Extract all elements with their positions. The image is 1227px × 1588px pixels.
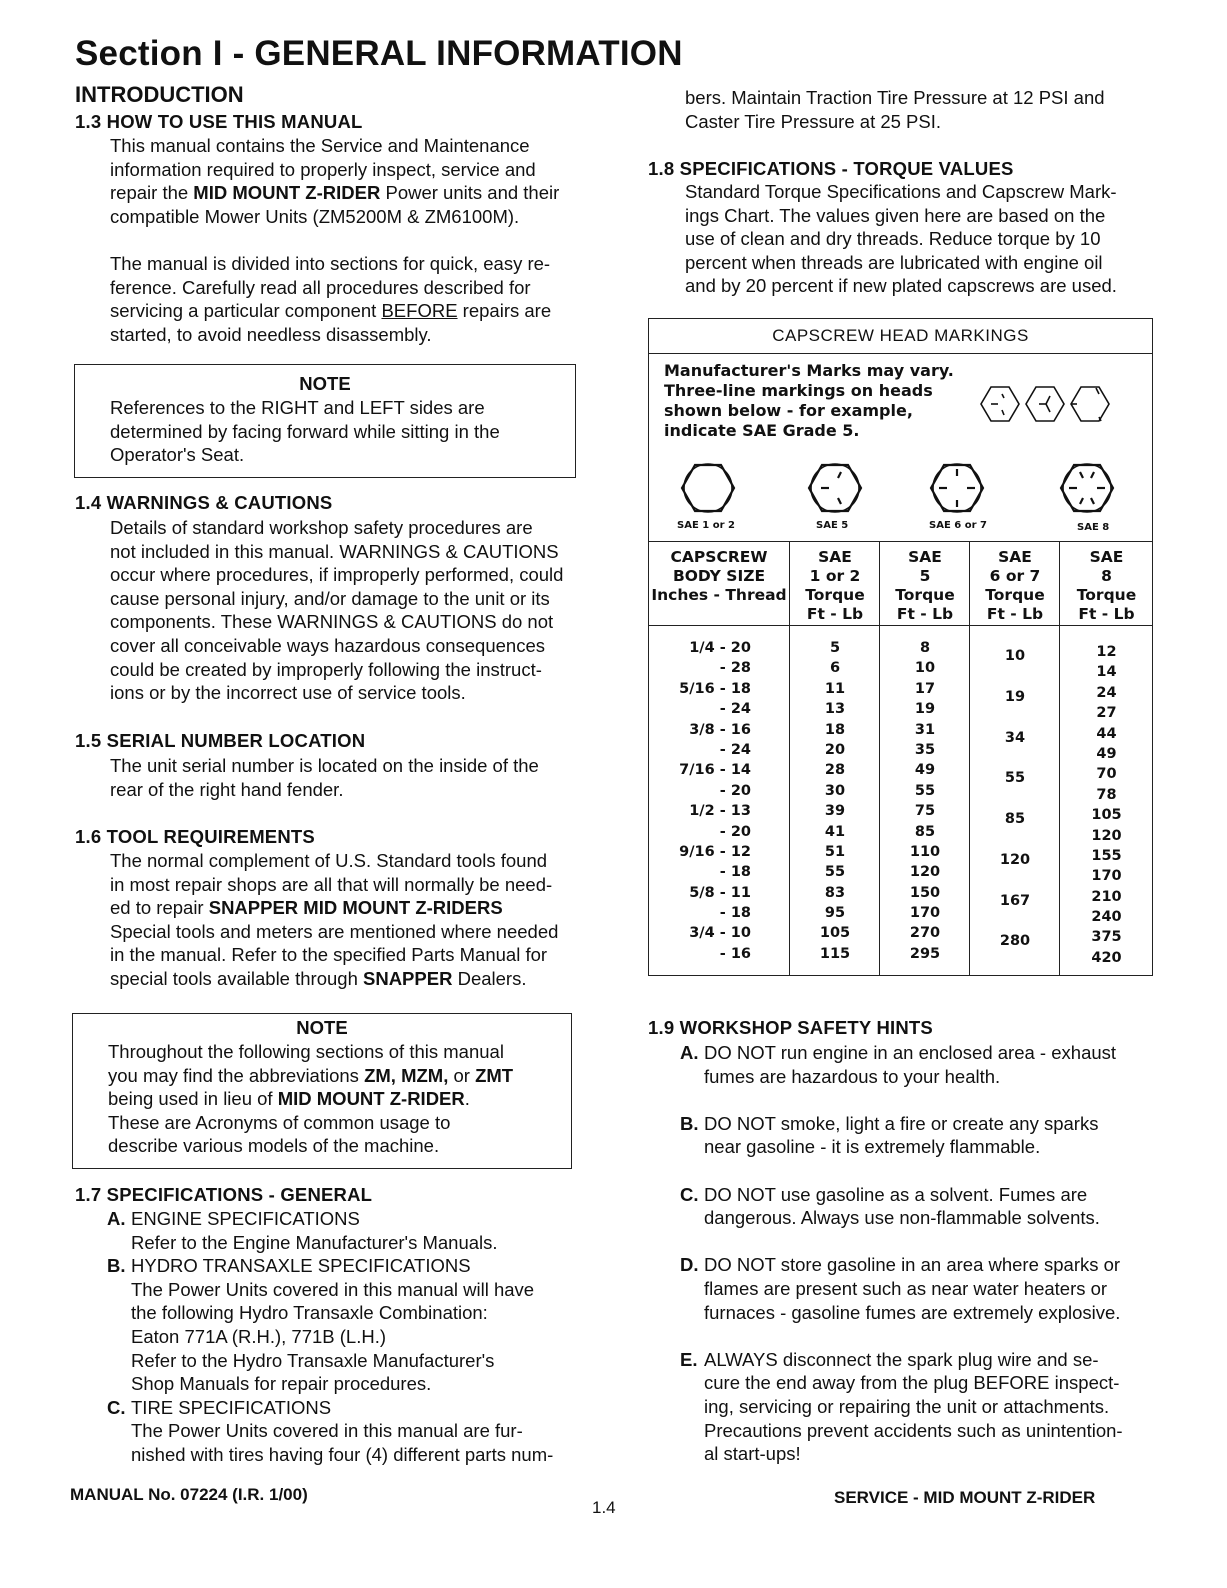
table-cell: 18	[824, 721, 846, 738]
table-cell: - 24	[719, 741, 751, 758]
table-cell: 150	[909, 884, 941, 901]
grade-5-example-heads-icon	[969, 379, 1139, 429]
table-cell: 85	[1004, 811, 1026, 828]
text-segment: BEFORE	[381, 300, 458, 322]
text-segment: ZM, MZM,	[364, 1064, 449, 1086]
text-line: The manual is divided into sections for quick, easy re-	[110, 253, 551, 274]
text-segment: SNAPPER	[363, 967, 453, 989]
table-cell: 167	[999, 892, 1031, 909]
table-cell: 240	[1091, 909, 1122, 926]
table-cell: 3/8 - 16	[689, 721, 751, 738]
table-cell: 5/16 - 18	[679, 680, 751, 697]
table-cell: 20	[824, 741, 846, 758]
grade-label: SAE 1 or 2	[677, 520, 735, 531]
table-cell: 34	[1004, 729, 1026, 746]
item-letter: B.	[680, 1112, 699, 1134]
grade-label: SAE 6 or 7	[929, 520, 987, 531]
header-line: Ft - Lb	[1078, 605, 1135, 623]
text-line: ference. Carefully read all procedures described for	[110, 276, 531, 298]
item-letter: A.	[680, 1042, 699, 1063]
table-cell: 49	[914, 762, 936, 779]
sae-1-2-head-icon	[682, 464, 734, 512]
header-line: 1 or 2	[809, 567, 861, 585]
section-1-3-paragraph-2	[110, 252, 551, 346]
header-line: Ft - Lb	[806, 605, 864, 623]
table-cell: 105	[819, 925, 851, 942]
table-cell: 30	[824, 782, 846, 799]
table-column	[879, 542, 970, 976]
text-segment: repair the	[110, 182, 194, 204]
table-column	[1059, 542, 1153, 976]
column-body	[649, 626, 789, 964]
table-cell: - 20	[719, 782, 751, 799]
text-line: The Power Units covered in this manual will have	[131, 1278, 535, 1300]
table-cell: 120	[999, 851, 1031, 868]
table-cell: 105	[1091, 807, 1122, 824]
text-segment: or	[448, 1064, 476, 1086]
table-cell: - 20	[719, 823, 751, 840]
item-text	[704, 1253, 1120, 1324]
item-text	[131, 1396, 553, 1467]
text-line: cover all conceivable ways hazardous consequences	[110, 634, 546, 656]
text-line: Standard Torque Specifications and Capscrew Mark-	[685, 181, 1117, 202]
list-item	[680, 1183, 1123, 1230]
table-cell: 170	[909, 905, 941, 922]
manual-number: MANUAL No. 07224 (I.R. 1/00)	[70, 1485, 308, 1504]
item-letter: C.	[680, 1183, 699, 1205]
table-cell: 17	[914, 680, 936, 697]
table-cell: - 18	[719, 905, 751, 922]
item-text	[131, 1254, 534, 1396]
text-segment: being used in lieu of	[108, 1088, 278, 1110]
text-line: dangerous. Always use non-flammable solvents.	[704, 1207, 1100, 1229]
header-line: 6 or 7	[989, 567, 1041, 585]
text-line: flames are present such as near water heaters or	[704, 1277, 1108, 1299]
note-title: NOTE	[299, 373, 351, 394]
text-line: in most repair shops are all that will normally be need-	[110, 873, 553, 895]
text-segment: Dealers.	[452, 967, 527, 989]
header-line: CAPSCREW	[670, 548, 768, 566]
item-text	[704, 1183, 1100, 1230]
text-segment: ZMT	[475, 1064, 514, 1086]
text-line: the following Hydro Transaxle Combination:	[131, 1302, 488, 1324]
table-cell: 19	[914, 701, 936, 718]
sae-6-7-head-icon	[931, 464, 983, 512]
header-line: SAE	[818, 548, 852, 566]
table-cell: 83	[824, 884, 846, 901]
column-header	[880, 542, 970, 626]
text-line: not included in this manual. WARNINGS & CAUTIONS	[110, 540, 559, 562]
list-item	[680, 1112, 1123, 1159]
table-cell: 28	[824, 762, 846, 779]
text-segment: Power units and their	[380, 182, 560, 204]
section-1-6-heading: 1.6 TOOL REQUIREMENTS	[75, 826, 315, 847]
table-cell: - 16	[719, 945, 751, 962]
table-cell: 110	[909, 843, 941, 860]
item-text	[704, 1112, 1098, 1159]
text-line: Refer to the Hydro Transaxle Manufacturer's	[131, 1349, 495, 1371]
text-line	[110, 896, 558, 920]
text-segment: ed to repair	[110, 897, 209, 919]
table-cell: 75	[914, 803, 936, 820]
text-line: ENGINE SPECIFICATIONS	[131, 1208, 360, 1229]
text-segment: .	[464, 1088, 470, 1110]
text-line: These are Acronyms of common usage to	[108, 1111, 451, 1133]
text-line: percent when threads are lubricated with engine oil	[685, 251, 1103, 273]
table-cell: 55	[914, 782, 936, 799]
page-number: 1.4	[592, 1498, 616, 1517]
note-box-sides	[74, 364, 576, 478]
section-1-8-heading: 1.8 SPECIFICATIONS - TORQUE VALUES	[648, 158, 1014, 179]
section-1-9-items	[680, 1041, 1123, 1466]
item-text	[131, 1207, 498, 1254]
text-segment: you may find the abbreviations	[108, 1064, 365, 1086]
sae-8-head-icon	[1061, 464, 1113, 512]
text-line: This manual contains the Service and Maintenance	[110, 135, 530, 156]
table-cell: 11	[824, 680, 846, 697]
text-line: bers. Maintain Traction Tire Pressure at 12 PSI and	[685, 87, 1105, 108]
table-cell: 95	[824, 905, 846, 922]
table-cell: 7/16 - 14	[679, 762, 751, 779]
column-body	[1060, 626, 1153, 964]
list-item	[107, 1396, 553, 1467]
column-body	[790, 626, 880, 964]
text-segment: special tools available through	[110, 967, 363, 989]
text-line: cure the end away from the plug BEFORE inspect-	[704, 1372, 1120, 1394]
table-cell: 44	[1096, 725, 1117, 742]
section-1-3-heading: 1.3 HOW TO USE THIS MANUAL	[75, 111, 363, 132]
header-line: BODY SIZE	[672, 567, 766, 585]
text-line: Caster Tire Pressure at 25 PSI.	[685, 110, 942, 132]
header-line: Torque	[805, 586, 865, 604]
table-cell: 3/4 - 10	[689, 925, 751, 942]
section-1-5-heading: 1.5 SERIAL NUMBER LOCATION	[75, 730, 366, 751]
header-line: Torque	[985, 586, 1045, 604]
text-line	[110, 299, 551, 323]
text-line: ing, servicing or repairing the unit or attachments.	[704, 1395, 1110, 1417]
text-line: ions or by the incorrect use of service tools.	[110, 682, 466, 704]
table-cell: 115	[819, 945, 851, 962]
torque-grid	[649, 541, 1152, 976]
text-line: Throughout the following sections of this manual	[108, 1041, 504, 1062]
column-header	[649, 542, 789, 626]
table-cell: 375	[1091, 929, 1122, 946]
section-1-5-text	[110, 754, 539, 801]
table-cell: - 18	[719, 864, 751, 881]
text-line: DO NOT use gasoline as a solvent. Fumes are	[704, 1183, 1088, 1205]
table-cell: 155	[1091, 847, 1122, 864]
table-cell: 8	[919, 640, 931, 656]
table-cell: 120	[1091, 827, 1122, 844]
text-segment: MID MOUNT Z-RIDER	[277, 1088, 465, 1110]
note-text	[75, 396, 575, 467]
table-cell: 1/2 - 13	[689, 803, 751, 820]
table-cell: 9/16 - 12	[679, 843, 751, 860]
list-item	[680, 1253, 1123, 1324]
text-line: information required to properly inspect, service and	[110, 158, 536, 180]
text-segment: repairs are	[457, 300, 552, 322]
text-line: References to the RIGHT and LEFT sides are	[110, 397, 485, 418]
text-line: DO NOT smoke, light a fire or create any sparks	[704, 1112, 1099, 1134]
table-cell: 10	[914, 660, 936, 677]
text-line: The normal complement of U.S. Standard tools found	[110, 850, 548, 871]
text-line: furnaces - gasoline fumes are extremely explosive.	[704, 1301, 1121, 1323]
section-1-9-heading: 1.9 WORKSHOP SAFETY HINTS	[648, 1017, 933, 1038]
text-line	[108, 1064, 571, 1088]
text-line: components. These WARNINGS & CAUTIONS do not	[110, 611, 554, 633]
service-title: SERVICE - MID MOUNT Z-RIDER	[834, 1488, 1096, 1507]
text-line: rear of the right hand fender.	[110, 778, 344, 800]
text-line: use of clean and dry threads. Reduce torque by 10	[685, 228, 1101, 250]
text-line: near gasoline - it is extremely flammable.	[704, 1136, 1041, 1158]
text-line: Three-line markings on heads	[664, 381, 933, 400]
table-caption: CAPSCREW HEAD MARKINGS	[649, 319, 1152, 354]
header-line: Ft - Lb	[986, 605, 1044, 623]
text-line: HYDRO TRANSAXLE SPECIFICATIONS	[131, 1255, 471, 1277]
header-line: SAE	[1089, 548, 1124, 566]
table-cell: 270	[909, 925, 941, 942]
table-cell: 10	[1004, 648, 1026, 664]
header-line: Ft - Lb	[896, 605, 954, 623]
table-cell: 31	[914, 721, 936, 738]
table-cell: 13	[824, 701, 846, 718]
list-item	[680, 1348, 1123, 1466]
text-segment: MID MOUNT Z-RIDER	[193, 182, 381, 204]
header-line: 8	[1101, 567, 1112, 585]
header-line: SAE	[998, 548, 1032, 566]
section-1-8-text	[685, 180, 1117, 298]
table-cell: 70	[1096, 766, 1117, 783]
section-1-7-items	[107, 1207, 553, 1467]
text-line: nished with tires having four (4) different parts num-	[131, 1443, 554, 1465]
section-1-3-paragraph-1	[110, 134, 559, 228]
text-line: shown below - for example,	[664, 401, 913, 420]
text-line: occur where procedures, if improperly performed, could	[110, 564, 564, 586]
item-letter: E.	[680, 1348, 698, 1370]
list-item	[680, 1041, 1123, 1088]
note-box-abbreviations	[72, 1013, 572, 1169]
header-line: Inches - Thread	[651, 586, 787, 604]
item-letter: B.	[107, 1255, 126, 1277]
table-cell: - 24	[719, 701, 751, 718]
text-line: Eaton 771A (R.H.), 771B (L.H.)	[131, 1325, 387, 1347]
text-line	[110, 181, 559, 205]
text-line: cause personal injury, and/or damage to the unit or its	[110, 587, 550, 609]
text-line: ALWAYS disconnect the spark plug wire and se-	[704, 1348, 1099, 1370]
column-body	[970, 626, 1060, 964]
table-cell: 85	[914, 823, 936, 840]
table-cell: 14	[1096, 664, 1117, 681]
column-body	[880, 626, 970, 964]
text-line: compatible Mower Units (ZM5200M & ZM6100M).	[110, 205, 520, 227]
section-1-6-text	[110, 849, 558, 991]
table-cell: 41	[824, 823, 846, 840]
text-line: al start-ups!	[704, 1443, 801, 1465]
header-line: Torque	[895, 586, 955, 604]
text-line: indicate SAE Grade 5.	[664, 421, 860, 440]
grade-label: SAE 8	[1077, 522, 1110, 533]
item-letter: A.	[107, 1208, 126, 1229]
item-text	[704, 1041, 1116, 1088]
list-item	[107, 1207, 553, 1254]
text-line	[108, 1087, 571, 1111]
text-line: The unit serial number is located on the inside of the	[110, 755, 539, 776]
table-cell: 35	[914, 741, 936, 758]
text-line: DO NOT run engine in an enclosed area - exhaust	[704, 1042, 1117, 1063]
note-text	[73, 1040, 571, 1158]
column-header	[970, 542, 1060, 626]
table-cell: 55	[824, 864, 846, 881]
table-cell: 170	[1091, 868, 1122, 885]
table-cell: 49	[1096, 745, 1117, 762]
table-column	[969, 542, 1060, 976]
table-cell: 51	[824, 843, 846, 860]
text-line	[110, 967, 558, 991]
table-cell: 27	[1096, 705, 1117, 722]
text-line: fumes are hazardous to your health.	[704, 1065, 1001, 1087]
table-cell: 39	[824, 803, 846, 820]
capscrew-torque-table	[648, 318, 1153, 976]
text-line: Details of standard workshop safety procedures are	[110, 517, 533, 538]
table-cell: 12	[1096, 644, 1117, 660]
table-cell: 280	[999, 933, 1031, 950]
markings-note	[664, 361, 954, 441]
table-cell: 1/4 - 20	[689, 640, 751, 656]
table-cell: 420	[1091, 949, 1122, 966]
column-header	[790, 542, 880, 626]
text-line: ings Chart. The values given here are based on the	[685, 204, 1106, 226]
item-text	[704, 1348, 1123, 1466]
text-segment: SNAPPER MID MOUNT Z-RIDERS	[208, 897, 503, 919]
section-1-4-heading: 1.4 WARNINGS & CAUTIONS	[75, 492, 333, 513]
text-line: describe various models of the machine.	[108, 1135, 440, 1157]
text-line: Manufacturer's Marks may vary.	[664, 361, 954, 380]
table-cell: 78	[1096, 786, 1117, 803]
table-cell: 210	[1091, 888, 1122, 905]
text-line: and by 20 percent if new plated capscrews are used.	[685, 275, 1117, 297]
tire-spec-continued	[685, 86, 1105, 133]
column-header	[1060, 542, 1153, 626]
item-letter: C.	[107, 1396, 126, 1418]
table-cell: 24	[1096, 684, 1117, 701]
text-line: in the manual. Refer to the specified Parts Manual for	[110, 944, 548, 966]
text-line: Shop Manuals for repair procedures.	[131, 1373, 432, 1395]
text-segment: servicing a particular component	[110, 300, 382, 322]
list-item	[107, 1254, 553, 1396]
text-line: DO NOT store gasoline in an area where sparks or	[704, 1254, 1121, 1276]
table-column	[789, 542, 880, 976]
table-cell: 120	[909, 864, 941, 881]
text-line: Refer to the Engine Manufacturer's Manuals.	[131, 1231, 498, 1253]
text-line: could be created by improperly following the instruct-	[110, 658, 542, 680]
text-line: Operator's Seat.	[110, 444, 245, 466]
text-line: TIRE SPECIFICATIONS	[131, 1396, 332, 1418]
item-letter: D.	[680, 1254, 699, 1276]
grade-label: SAE 5	[816, 520, 849, 531]
sae-5-head-icon	[809, 464, 861, 512]
table-cell: 55	[1004, 770, 1026, 787]
text-line: determined by facing forward while sitting in the	[110, 420, 500, 442]
table-cell: 6	[829, 660, 841, 677]
header-line: Torque	[1076, 586, 1137, 604]
text-line: started, to avoid needless disassembly.	[110, 323, 432, 345]
introduction-heading: INTRODUCTION	[75, 82, 244, 107]
text-line: The Power Units covered in this manual are fur-	[131, 1420, 523, 1442]
table-cell: 5	[829, 640, 841, 656]
section-1-7-heading: 1.7 SPECIFICATIONS - GENERAL	[75, 1184, 373, 1205]
table-cell: 19	[1004, 688, 1026, 705]
table-cell: 295	[909, 945, 941, 962]
section-1-4-text	[110, 516, 563, 705]
note-title: NOTE	[296, 1017, 348, 1038]
table-column	[649, 542, 789, 976]
page-title: Section I - GENERAL INFORMATION	[75, 34, 683, 73]
text-line: Precautions prevent accidents such as unintention-	[704, 1419, 1123, 1441]
header-line: SAE	[908, 548, 942, 566]
header-line: 5	[919, 567, 931, 585]
table-cell: - 28	[719, 660, 751, 677]
text-line: Special tools and meters are mentioned where needed	[110, 920, 559, 942]
table-cell: 5/8 - 11	[689, 884, 751, 901]
